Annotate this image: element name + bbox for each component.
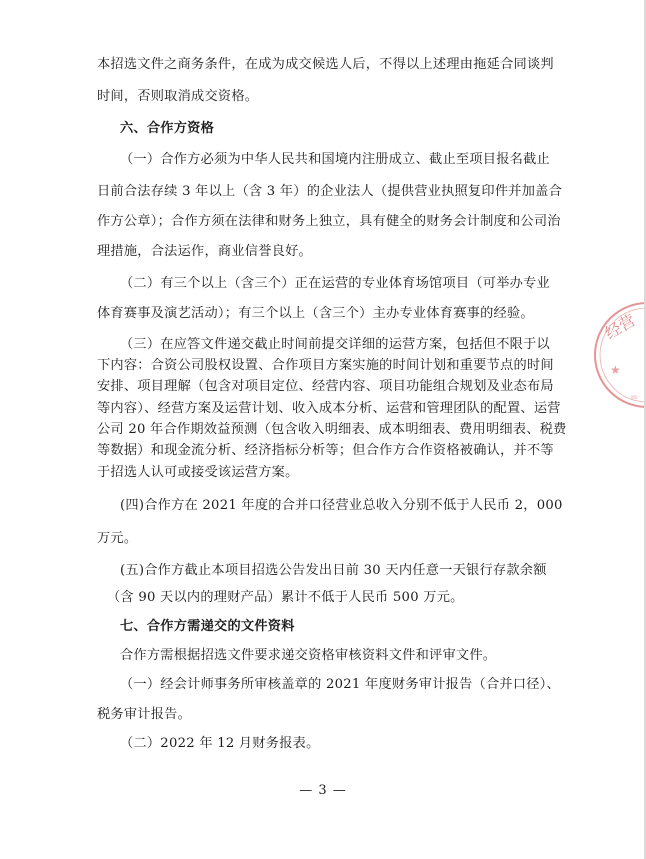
paragraph-line: （含 90 天以内的理财产品）累计不低于人民币 500 万元。 <box>107 590 464 605</box>
paragraph-line: 理措施，合法运作，商业信誉良好。 <box>97 244 312 259</box>
paragraph-line: （一）经会计师事务所审核盖章的 2021 年度财务审计报告（合并口径）、 <box>120 677 560 692</box>
paragraph-line: 合作方需根据招选文件要求递交资格审核资料文件和评审文件。 <box>120 648 497 663</box>
paragraph-line: 作方公章）；合作方须在法律和财务上独立，具有健全的财务会计制度和公司治 <box>97 214 561 229</box>
paragraph-line: 日前合法存续 3 年以上（含 3 年）的企业法人（提供营业执照复印件并加盖合 <box>97 184 563 199</box>
paragraph-line: （二）2022 年 12 月财务报表。 <box>120 736 320 751</box>
paragraph-line: 时间，否则取消成交资格。 <box>97 89 259 104</box>
paragraph-line: (四)合作方在 2021 年度的合并口径营业总收入分别不低于人民币 2，000 <box>120 498 563 513</box>
paragraph-line: 税务审计报告。 <box>97 707 192 722</box>
paragraph-line: 本招选文件之商务条件，在成为成交候选人后，不得以上述理由拖延合同谈判 <box>97 57 554 72</box>
svg-text:★: ★ <box>610 363 621 377</box>
paragraph-line: 等内容）、经营方案及运营计划、收入成本分析、运营和管理团队的配置、运营 <box>97 401 561 416</box>
paragraph-line: （一）合作方必须为中华人民共和国境内注册成立、截止至项目报名截止 <box>120 152 550 167</box>
paragraph-line: 体育赛事及演艺活动）；有三个以上（含三个）主办专业体育赛事的经验。 <box>97 306 534 321</box>
section-heading-6: 六、合作方资格 <box>120 121 215 136</box>
svg-text:=: = <box>630 392 639 403</box>
seal-text: 经营 <box>601 310 639 343</box>
paragraph-line: 安排、项目理解（包含对项目定位、经营内容、项目功能组合规划及业态布局 <box>97 379 554 394</box>
paragraph-line: (五)合作方截止本项目招选公告发出日前 30 天内任意一天银行存款余额 <box>120 563 547 578</box>
paragraph-line: （三）在应答文件递交截止时间前提交详细的运营方案，包括但不限于以 <box>120 337 550 352</box>
company-seal-stamp <box>592 300 646 410</box>
paragraph-line: 公司 20 年合作期效益预测（包含收入明细表、成本明细表、费用明细表、税费 <box>97 422 567 437</box>
page-number: — 3 — <box>299 783 347 798</box>
paragraph-line: 万元。 <box>97 531 138 546</box>
paragraph-line: （二）有三个以上（含三个）正在运营的专业体育场馆项目（可举办专业 <box>120 276 550 291</box>
paragraph-line: 于招选人认可或接受该运营方案。 <box>97 465 299 480</box>
section-heading-7: 七、合作方需递交的文件资料 <box>120 619 295 634</box>
paragraph-line: 等数据）和现金流分析、经济指标分析等；但合作方合作资格被确认，并不等 <box>97 443 554 458</box>
paragraph-line: 下内容：合资公司股权设置、合作项目方案实施的时间计划和重要节点的时间 <box>97 358 554 373</box>
